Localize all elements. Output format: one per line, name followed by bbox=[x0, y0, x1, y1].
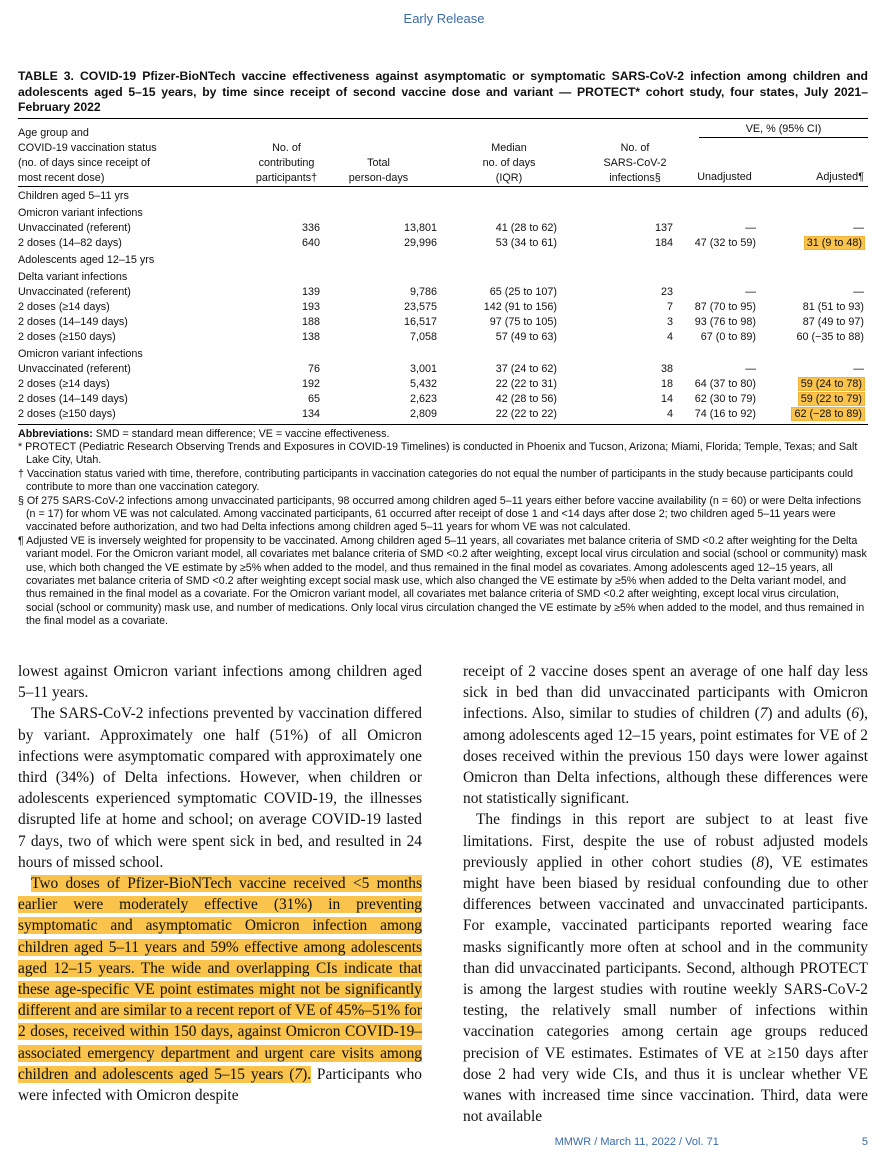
header-unadjusted: Unadjusted bbox=[697, 170, 752, 183]
cell-adjusted bbox=[760, 236, 868, 251]
cell-unadjusted: 93 (76 to 98) bbox=[694, 315, 756, 328]
cell-infections: 23 bbox=[660, 285, 673, 298]
cell-adjusted: 87 (49 to 97) bbox=[802, 315, 864, 328]
row-label: 2 doses (14–82 days) bbox=[18, 236, 122, 249]
abbreviations-note: Abbreviations: SMD = standard mean difference; VE = vaccine effectiveness. bbox=[18, 427, 390, 440]
reference-link[interactable]: 7 bbox=[759, 705, 768, 723]
footnote-adjusted-ve: ¶ Adjusted VE is inversely weighted for propensity to be vaccinated. Among children aged 5–11 years, all covariates met balance criteria of SMD <0.2 after weighting for the Delta variant model. For the Omicron variant model, all covariates met balance criteria of SMD <0.2 after weighting, except local virus circulation and social (school or community) mask use, which both changed the VE estimate by ≥5% when added to the model, and thus remained in the final model as covariates. Among adolescents aged 12–15 years, all covariates met balance criteria of SMD <0.2 after weighting except social mask use, which also changed the VE estimate by ≥5% when added to the Delta variant model, and thus remained in the final model as a covariate. For the Omicron variant model, all covariates met balance criteria of SMD <0.2 after weighting, except local virus circulation, social (school or community) mask use, and number of medications. Only local virus circulation changed the VE estimate by ≥5% when added to the model, and thus remained in the final model as a covariate. bbox=[18, 534, 867, 628]
highlighted-value: 62 (−28 to 89) bbox=[794, 407, 862, 420]
table-row bbox=[18, 236, 868, 251]
cell-unadjusted: — bbox=[745, 221, 756, 234]
cell-participants: 192 bbox=[301, 377, 320, 390]
reference-link[interactable]: 7 bbox=[294, 1065, 303, 1083]
cell-infections: 184 bbox=[654, 236, 673, 249]
row-label: 2 doses (≥150 days) bbox=[18, 407, 116, 420]
highlighted-value: 59 (24 to 78) bbox=[800, 377, 862, 390]
header-median-days: Median no. of days (IQR) bbox=[482, 141, 536, 184]
section-label: Omicron variant infections bbox=[18, 347, 143, 360]
paragraph-highlighted: Two doses of Pfizer-BioNTech vaccine received <5 months earlier were moderately effective (31%) in preventing symptomatic and asymptomatic Omicron infection among children aged 5–11 years and 59% effective among adolescents aged 12–15 years. The wide and overlapping CIs indicate that these age-specific VE point estimates might not be significantly different and are similar to a recent report of VE of 45%–51% for 2 doses, received within 150 days, against Omicron COVID-19–associated emergency department and urgent care visits among children and adolescents aged 5–15 years (7). Participants who were infected with Omicron despite bbox=[18, 875, 422, 1105]
table-footnotes bbox=[18, 428, 868, 629]
row-label: Unvaccinated (referent) bbox=[18, 285, 131, 298]
paragraph: The SARS-CoV-2 infections prevented by vaccination differed by variant. Approximately one half (51%) of all Omicron infections were asymptomatic compared with approximately one third (34%) of Delta infections. However, when children or adolescents experienced symptomatic COVID-19, the illnesses disrupted life at home and school; on average COVID-19 lasted 7 days, two of which were spent sick in bed, and resulted in 24 hours of missed school. bbox=[18, 705, 422, 871]
paragraph: receipt of 2 vaccine doses spent an average of one half day less sick in bed than did unvaccinated participants with Omicron infections. Also, similar to studies of children (7) and adults (6), among adolescents aged 12–15 years, point estimates for VE of 2 doses received within the previous 150 days were lower against Omicron than Delta infections, although these differences were not statistically significant. bbox=[463, 663, 869, 808]
cell-adjusted: — bbox=[853, 362, 864, 375]
reference-link[interactable]: 6 bbox=[851, 705, 860, 723]
cell-participants: 193 bbox=[301, 300, 320, 313]
cell-infections: 7 bbox=[666, 300, 673, 313]
cell-adjusted bbox=[760, 392, 868, 407]
cell-person-days: 5,432 bbox=[409, 377, 437, 390]
cell-unadjusted: — bbox=[745, 285, 756, 298]
cell-adjusted: — bbox=[853, 221, 864, 234]
highlighted-value: 59 (22 to 79) bbox=[800, 392, 862, 405]
cell-adjusted: — bbox=[853, 285, 864, 298]
cell-infections: 4 bbox=[666, 407, 673, 420]
highlighted-text: Two doses of Pfizer-BioNTech vaccine received <5 months earlier were moderately effective (31%) in preventing symptomatic and asymptomatic Omicron infection among children aged 5–11 years and 59% effective among adolescents aged 12–15 years. The wide and overlapping CIs indicate that these age-specific VE point estimates might not be significantly different and are similar to a recent report of VE of 45%–51% for 2 doses, received within 150 days, against Omicron COVID-19–associated emergency department and urgent care visits among children and adolescents aged 5–15 years (7). bbox=[18, 875, 422, 1083]
cell-infections: 14 bbox=[660, 392, 673, 405]
table-title: TABLE 3. COVID-19 Pfizer-BioNTech vaccine effectiveness against asymptomatic or symptomatic SARS-CoV-2 infection among children and adolescents aged 5–15 years, by time since receipt of second vaccine dose and variant — PROTECT* cohort study, four states, July 2021–February 2022 bbox=[18, 69, 868, 119]
section-label: Adolescents aged 12–15 yrs bbox=[18, 253, 155, 266]
cell-participants: 138 bbox=[301, 330, 320, 343]
cell-person-days: 29,996 bbox=[403, 236, 437, 249]
cell-median: 142 (91 to 156) bbox=[483, 300, 557, 313]
row-label: 2 doses (≥14 days) bbox=[18, 300, 110, 313]
cell-adjusted bbox=[760, 407, 868, 425]
cell-infections: 3 bbox=[666, 315, 673, 328]
table-section-heading bbox=[18, 204, 868, 221]
cell-participants: 640 bbox=[301, 236, 320, 249]
cell-adjusted: 81 (51 to 93) bbox=[802, 300, 864, 313]
row-label: 2 doses (≥150 days) bbox=[18, 330, 116, 343]
table-section-heading bbox=[18, 251, 868, 268]
cell-person-days: 3,001 bbox=[409, 362, 437, 375]
row-label: 2 doses (≥14 days) bbox=[18, 377, 110, 390]
table-row bbox=[18, 377, 868, 392]
table-row bbox=[18, 300, 868, 315]
cell-participants: 336 bbox=[301, 221, 320, 234]
header-infections: No. of SARS-CoV-2 infections§ bbox=[603, 141, 667, 184]
table-row bbox=[18, 285, 868, 300]
cell-person-days: 7,058 bbox=[409, 330, 437, 343]
cell-person-days: 2,809 bbox=[409, 407, 437, 420]
footnote-vaccination-status: † Vaccination status varied with time, therefore, contributing participants in vaccination categories do not equal the number of participants in the study because participants could contribute to more than one vaccination category. bbox=[18, 467, 854, 494]
cell-infections: 4 bbox=[666, 330, 673, 343]
body-column-right bbox=[463, 661, 868, 1127]
cell-person-days: 13,801 bbox=[403, 221, 437, 234]
table-section-heading bbox=[18, 186, 868, 204]
cell-median: 57 (49 to 63) bbox=[495, 330, 557, 343]
cell-median: 97 (75 to 105) bbox=[489, 315, 557, 328]
body-column-left bbox=[18, 661, 422, 1106]
header-ve: VE, % (95% CI) bbox=[689, 119, 868, 170]
cell-person-days: 9,786 bbox=[409, 285, 437, 298]
footnote-infections: § Of 275 SARS-CoV-2 infections among unvaccinated participants, 98 occurred among children aged 5–11 years either before vaccine availability (n = 60) or were Delta infections (n = 17) for whom VE was not calculated. Among vaccinated participants, 61 occurred after receipt of dose 1 and <14 days after dose 2; two children aged 5–11 years were vaccinated before authorization, and two had Delta infections among children aged 5–11 years for whom VE was not calculated. bbox=[18, 494, 862, 534]
section-label: Omicron variant infections bbox=[18, 206, 143, 219]
cell-participants: 139 bbox=[301, 285, 320, 298]
cell-median: 53 (34 to 61) bbox=[495, 236, 557, 249]
table-3 bbox=[18, 69, 868, 629]
table-body bbox=[18, 186, 868, 424]
cell-median: 22 (22 to 31) bbox=[495, 377, 557, 390]
section-label: Children aged 5–11 yrs bbox=[18, 189, 129, 202]
table-row bbox=[18, 392, 868, 407]
section-label: Delta variant infections bbox=[18, 270, 128, 283]
table-header bbox=[18, 119, 868, 187]
cell-person-days: 2,623 bbox=[409, 392, 437, 405]
row-label: Unvaccinated (referent) bbox=[18, 362, 131, 375]
cell-adjusted bbox=[760, 377, 868, 392]
journal-citation: MMWR / March 11, 2022 / Vol. 71 bbox=[554, 1136, 719, 1148]
table-section-heading bbox=[18, 345, 868, 362]
early-release-label: Early Release bbox=[403, 11, 485, 26]
table-row bbox=[18, 221, 868, 236]
cell-median: 42 (28 to 56) bbox=[495, 392, 557, 405]
ve-table bbox=[18, 119, 868, 425]
cell-unadjusted: 64 (37 to 80) bbox=[694, 377, 756, 390]
cell-infections: 18 bbox=[660, 377, 673, 390]
cell-median: 37 (24 to 62) bbox=[495, 362, 557, 375]
table-row bbox=[18, 362, 868, 377]
cell-median: 41 (28 to 62) bbox=[495, 221, 557, 234]
cell-infections: 137 bbox=[654, 221, 673, 234]
footnote-protect: * PROTECT (Pediatric Research Observing Trends and Exposures in COVID-19 Timelines) is conducted in Phoenix and Tucson, Arizona; Miami, Florida; Temple, Texas; and Salt Lake City, Utah. bbox=[18, 440, 858, 467]
cell-unadjusted: 74 (16 to 92) bbox=[694, 407, 756, 420]
cell-participants: 65 bbox=[307, 392, 320, 405]
cell-median: 22 (22 to 22) bbox=[495, 407, 557, 420]
row-label: 2 doses (14–149 days) bbox=[18, 392, 128, 405]
paragraph: lowest against Omicron variant infections among children aged 5–11 years. bbox=[18, 663, 422, 702]
header-adjusted: Adjusted¶ bbox=[816, 170, 864, 183]
table-row bbox=[18, 330, 868, 345]
page-footer bbox=[0, 1136, 868, 1148]
cell-unadjusted: 62 (30 to 79) bbox=[694, 392, 756, 405]
row-label: Unvaccinated (referent) bbox=[18, 221, 131, 234]
cell-median: 65 (25 to 107) bbox=[489, 285, 557, 298]
row-label: 2 doses (14–149 days) bbox=[18, 315, 128, 328]
paragraph: The findings in this report are subject to at least five limitations. First, despite the use of robust adjusted models previously applied in other cohort studies (8), VE estimates might have been biased by residual confounding due to other differences between vaccinated and unvaccinated participants. For example, vaccinated participants reported wearing face masks significantly more often at school and in the community than did unvaccinated participants. Second, although PROTECT is among the largest studies with routine weekly SARS-CoV-2 testing, the relatively small number of infections within vaccination categories among certain age groups reduced precision of VE estimates. Estimates of VE at ≥150 days after dose 2 had very wide CIs, and thus it is unclear whether VE wanes with increased time since vaccination. Third, data were not available bbox=[463, 811, 868, 1126]
page-number: 5 bbox=[861, 1136, 868, 1148]
header-participants: No. of contributing participants† bbox=[255, 141, 318, 184]
header-age-group: Age group and COVID-19 vaccination status (no. of days since receipt of most recent dose) bbox=[18, 126, 157, 184]
cell-unadjusted: 67 (0 to 89) bbox=[700, 330, 756, 343]
reference-link[interactable]: 8 bbox=[756, 853, 765, 871]
table-section-heading bbox=[18, 268, 868, 285]
table-row bbox=[18, 315, 868, 330]
cell-person-days: 23,575 bbox=[403, 300, 437, 313]
cell-infections: 38 bbox=[660, 362, 673, 375]
cell-unadjusted: 47 (32 to 59) bbox=[694, 236, 756, 249]
cell-participants: 188 bbox=[301, 315, 320, 328]
header-person-days: Total person-days bbox=[348, 156, 409, 184]
cell-participants: 76 bbox=[307, 362, 320, 375]
cell-unadjusted: — bbox=[745, 362, 756, 375]
cell-unadjusted: 87 (70 to 95) bbox=[694, 300, 756, 313]
cell-participants: 134 bbox=[301, 407, 320, 420]
highlighted-value: 31 (9 to 48) bbox=[806, 236, 862, 249]
table-row bbox=[18, 407, 868, 425]
cell-person-days: 16,517 bbox=[403, 315, 437, 328]
cell-adjusted: 60 (−35 to 88) bbox=[796, 330, 864, 343]
